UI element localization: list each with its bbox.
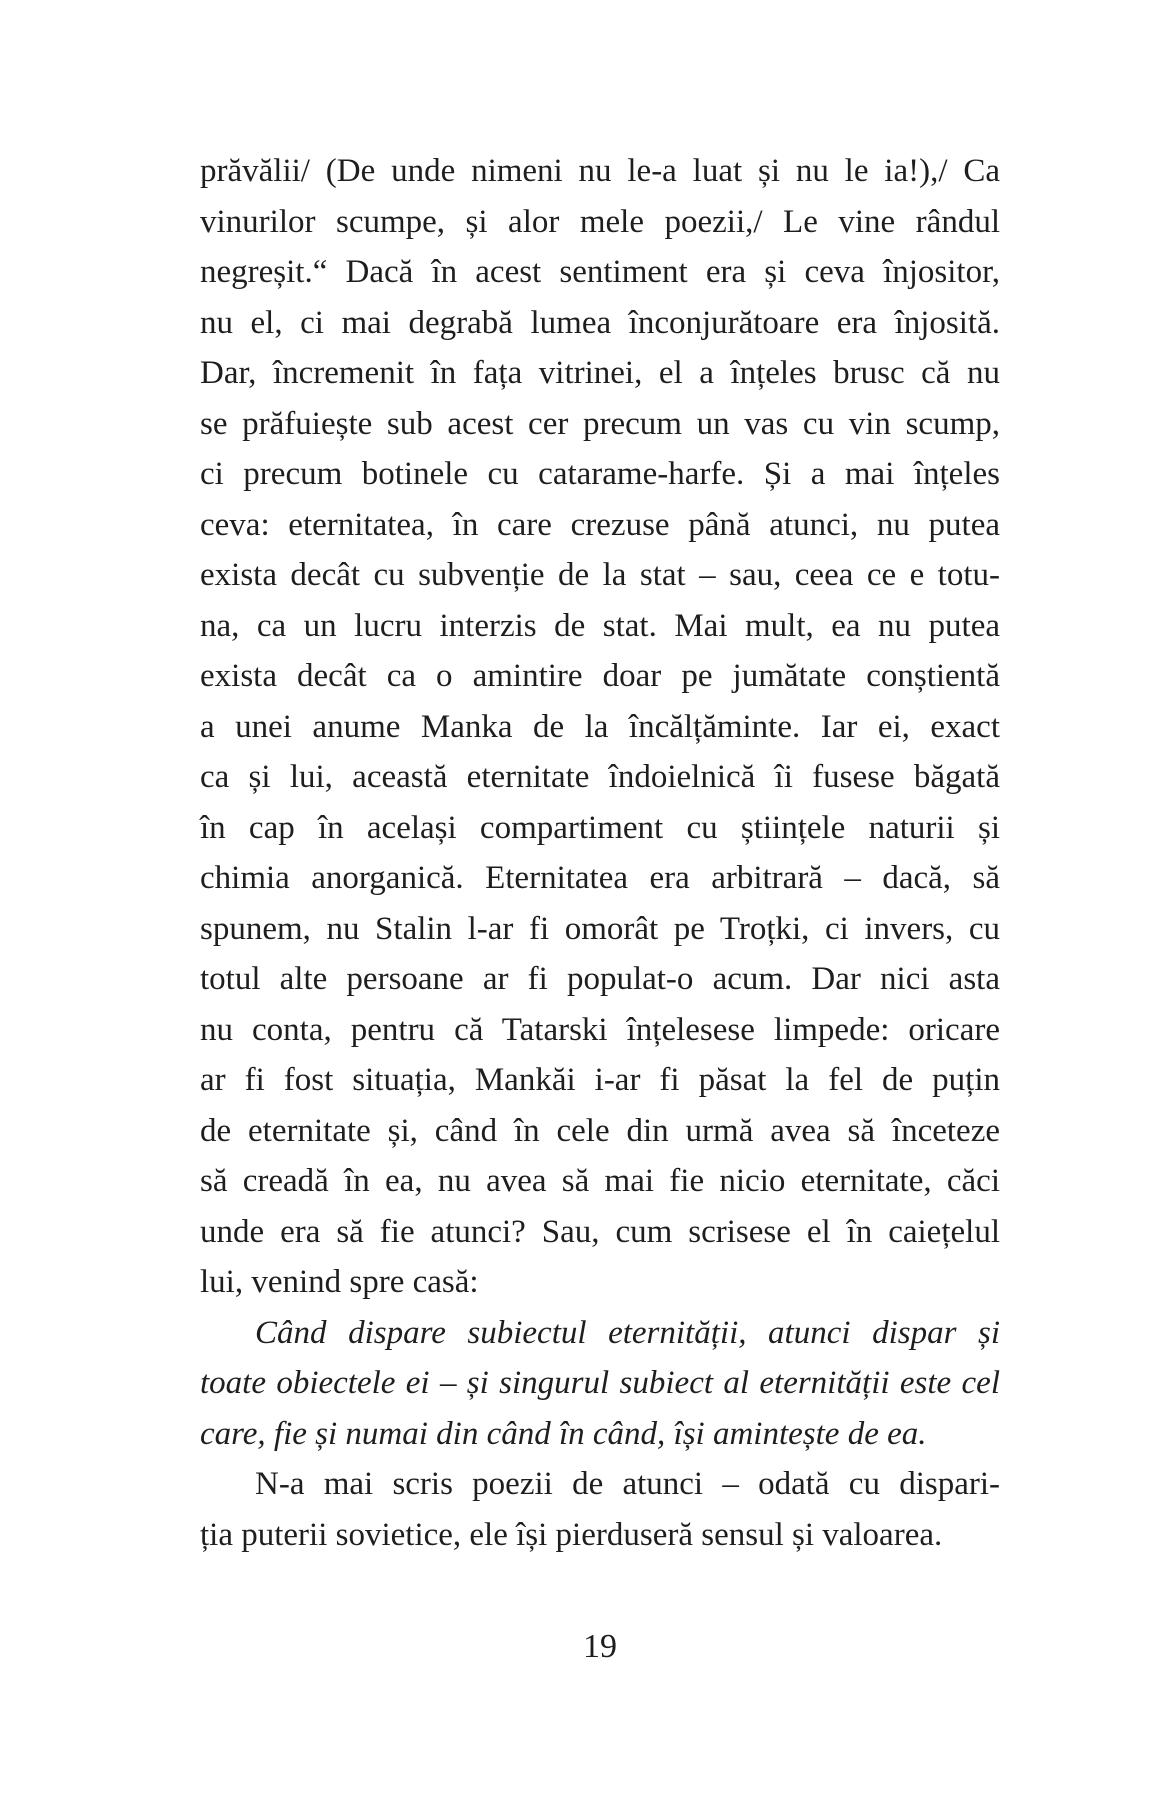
text-block [200,146,1000,1560]
text-line: nu el, ci mai degrabă lumea înconjurătoare era înjosită. [200,304,1000,341]
text-line: chimia anorganică. Eternitatea era arbitrară – dacă, să [200,860,1000,896]
text-line: totul alte persoane ar fi populat-o acum. Dar nici asta [200,961,1000,997]
text-line: N-a mai scris poezii de atunci – odată cu dispari- [255,1466,1000,1502]
text-line: ar fi fost situația, Mankăi i-ar fi păsat la fel de puțin [200,1062,1000,1098]
text-line: exista decât cu subvenție de la stat – sau, ceea ce e totu- [200,557,1000,593]
text-line: ceva: eternitatea, în care crezuse până atunci, nu putea [200,506,1000,543]
text-line: a unei anume Manka de la încălțăminte. Iar ei, exact [200,708,1000,745]
text-line-italic: Când dispare subiectul eternității, atunci dispar și [255,1314,1000,1351]
text-line: negreșit.“ Dacă în acest sentiment era și ceva înjositor, [200,254,1000,290]
text-line: na, ca un lucru interzis de stat. Mai mult, ea nu putea [200,607,1000,644]
text-line: exista decât ca o amintire doar pe jumătate conștientă [200,658,1000,694]
text-line: vinurilor scumpe, și alor mele poezii,/ Le vine rândul [200,203,1000,240]
text-line: prăvălii/ (De unde nimeni nu le-a luat și nu le ia!),/ Ca [200,153,1000,189]
page-number: 19 [583,1628,617,1665]
text-line: ci precum botinele cu catarame-harfe. Și a mai înțeles [200,456,1000,492]
text-line: spunem, nu Stalin l-ar fi omorât pe Troțki, ci invers, cu [200,910,1000,947]
text-line: de eternitate și, când în cele din urmă avea să înceteze [200,1112,1000,1149]
text-line-italic: toate obiectele ei – și singurul subiect al eternității este cel [200,1365,1000,1401]
text-line: Dar, încremenit în fața vitrinei, el a înțeles brusc că nu [200,355,1000,391]
text-line: lui, venind spre casă: [200,1264,479,1300]
text-line: se prăfuiește sub acest cer precum un vas cu vin scump, [200,405,1000,442]
text-line-italic: care, fie și numai din când în când, își amintește de ea. [200,1415,927,1452]
text-line: ția puterii sovietice, ele își pierduseră sensul și valoarea. [200,1516,943,1553]
text-line: să creadă în ea, nu avea să mai fie nicio eternitate, căci [200,1163,1000,1199]
text-line: unde era să fie atunci? Sau, cum scrisese el în caiețelul [200,1213,1000,1250]
text-line: în cap în același compartiment cu științele naturii și [200,809,1000,846]
text-line: ca și lui, această eternitate îndoielnică îi fusese băgată [200,759,1000,795]
text-line: nu conta, pentru că Tatarski înțelesese limpede: oricare [200,1011,1000,1048]
